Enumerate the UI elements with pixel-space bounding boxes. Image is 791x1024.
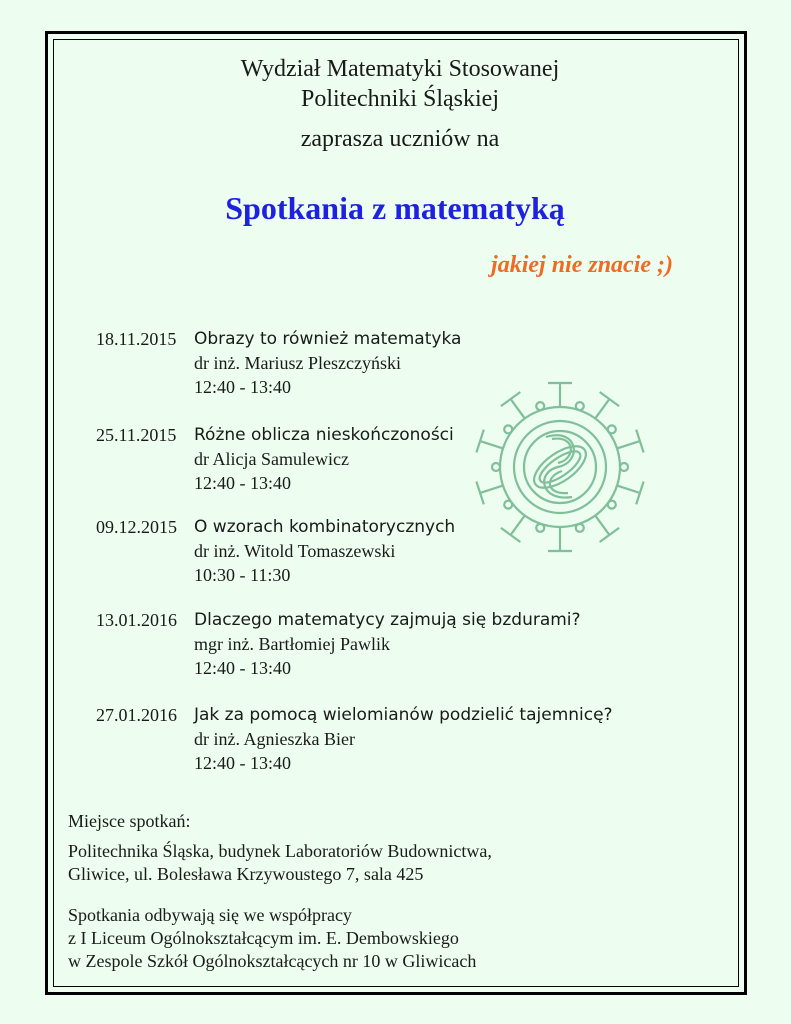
event-date: 18.11.2015 (96, 329, 177, 349)
event-speaker: dr inż. Mariusz Pleszczyński (194, 353, 401, 373)
event-time: 12:40 - 13:40 (194, 377, 291, 397)
university-name: Politechniki Śląskiej (301, 86, 499, 112)
event-time: 12:40 - 13:40 (194, 473, 291, 493)
event-title: Dlaczego matematycy zajmują się bzdurami? (194, 610, 581, 630)
event-title: Jak za pomocą wielomianów podzielić tajemnicę? (194, 705, 613, 725)
place-line: Politechnika Śląska, budynek Laboratoriów Budownictwa, (68, 841, 492, 861)
cooperation-line: w Zespole Szkół Ogólnokształcących nr 10 w Gliwicach (68, 951, 477, 971)
event-time: 12:40 - 13:40 (194, 753, 291, 773)
event-title: O wzorach kombinatorycznych (194, 517, 456, 537)
faculty-gear-emblem-icon (458, 367, 663, 567)
place-line: Gliwice, ul. Bolesława Krzywoustego 7, sala 425 (68, 864, 424, 884)
place-label: Miejsce spotkań: (68, 811, 191, 831)
event-time: 12:40 - 13:40 (194, 658, 291, 678)
event-speaker: dr inż. Witold Tomaszewski (194, 541, 396, 561)
event-speaker: dr Alicja Samulewicz (194, 449, 349, 469)
cooperation-line: Spotkania odbywają się we współpracy (68, 905, 352, 925)
event-speaker: dr inż. Agnieszka Bier (194, 729, 355, 749)
event-date: 13.01.2016 (96, 610, 177, 630)
event-speaker: mgr inż. Bartłomiej Pawlik (194, 634, 390, 654)
cooperation-note (68, 904, 476, 973)
faculty-name: Wydział Matematyki Stosowanej (240, 56, 560, 82)
invite-text: zaprasza uczniów na (300, 126, 500, 152)
poster-title: Spotkania z matematyką (225, 190, 565, 226)
event-date: 27.01.2016 (96, 705, 177, 725)
event-date: 09.12.2015 (96, 517, 177, 537)
event-title: Różne oblicza nieskończoności (194, 425, 454, 445)
event-date: 25.11.2015 (96, 425, 177, 445)
event-time: 10:30 - 11:30 (194, 565, 291, 585)
poster-subtitle: jakiej nie znacie ;) (491, 252, 673, 278)
event-title: Obrazy to również matematyka (194, 329, 462, 349)
cooperation-line: z I Liceum Ogólnokształcącym im. E. Dembowskiego (68, 928, 459, 948)
place-address (68, 840, 492, 886)
